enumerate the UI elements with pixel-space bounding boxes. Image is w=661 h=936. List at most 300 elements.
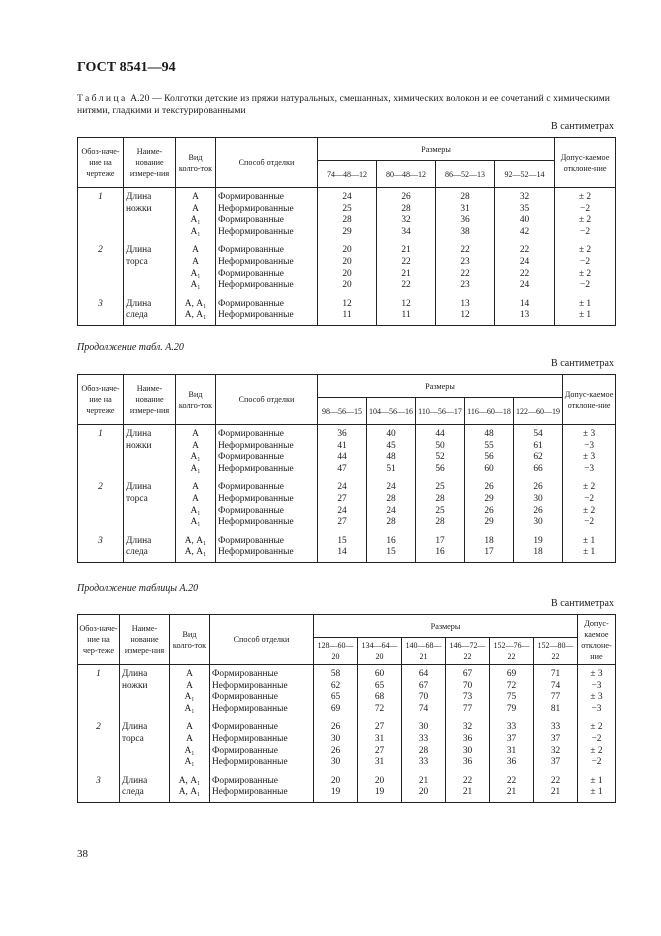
kind-cell: А <box>170 665 210 681</box>
tolerance-cell: ± 3 <box>563 452 616 464</box>
value-cell: 21 <box>446 787 490 802</box>
value-cell: 29 <box>465 517 514 529</box>
table-row <box>78 704 616 716</box>
designation-cell: 1 <box>78 665 120 681</box>
table-caption <box>77 93 617 117</box>
header-finish: Способ отделки <box>216 375 318 425</box>
table-row <box>78 464 616 476</box>
designation-cell <box>78 757 120 769</box>
value-cell: 74 <box>534 681 578 693</box>
finish-cell: Неформированные <box>216 517 318 529</box>
value-cell: 12 <box>436 310 495 325</box>
kind-cell: А₁ <box>176 517 216 529</box>
kind-cell: А₁ <box>170 757 210 769</box>
value-cell: 36 <box>436 215 495 227</box>
value-cell: 24 <box>318 188 377 204</box>
value-cell: 20 <box>314 769 358 788</box>
value-cell: 72 <box>490 681 534 693</box>
measurement-cell <box>124 280 176 292</box>
value-cell: 15 <box>367 547 416 562</box>
value-cell: 12 <box>318 292 377 311</box>
kind-cell: А, А₁ <box>176 292 216 311</box>
value-cell: 31 <box>358 734 402 746</box>
measurement-cell: торса <box>124 494 176 506</box>
table-row <box>78 257 616 269</box>
value-cell: 37 <box>490 734 534 746</box>
value-cell: 28 <box>367 494 416 506</box>
size-column-header: 110—56—17 <box>416 398 465 425</box>
table-head <box>78 375 616 425</box>
header-measurement: Наиме-нование измере-ния <box>120 615 170 665</box>
tolerance-cell: −2 <box>555 204 616 216</box>
measurement-cell: Длина <box>124 188 176 204</box>
value-cell: 26 <box>314 715 358 734</box>
value-cell: 31 <box>358 757 402 769</box>
measurement-cell: Длина <box>124 475 176 494</box>
value-cell: 47 <box>318 464 367 476</box>
designation-cell: 3 <box>78 769 120 788</box>
value-cell: 33 <box>534 715 578 734</box>
value-cell: 69 <box>314 704 358 716</box>
finish-cell: Неформированные <box>216 464 318 476</box>
value-cell: 67 <box>446 665 490 681</box>
table-row <box>78 529 616 548</box>
finish-cell: Формированные <box>210 692 314 704</box>
finish-cell: Неформированные <box>210 787 314 802</box>
finish-cell: Неформированные <box>216 547 318 562</box>
value-cell: 58 <box>314 665 358 681</box>
value-cell: 13 <box>495 310 555 325</box>
table-row <box>78 441 616 453</box>
size-column-header: 152—80—22 <box>534 638 578 665</box>
tolerance-cell: −2 <box>563 494 616 506</box>
finish-cell: Неформированные <box>216 310 318 325</box>
header-tolerance: Допус-каемое отклоне-ние <box>578 615 616 665</box>
table-body <box>78 188 616 326</box>
value-cell: 38 <box>436 227 495 239</box>
table-head <box>78 138 616 188</box>
units-note-2: В сантиметрах <box>551 358 614 369</box>
value-cell: 26 <box>465 506 514 518</box>
measurement-cell <box>124 517 176 529</box>
header-tolerance: Допус-каемое отклоне-ние <box>555 138 616 188</box>
kind-cell: А <box>176 494 216 506</box>
designation-cell <box>78 204 124 216</box>
finish-cell: Неформированные <box>210 681 314 693</box>
kind-cell: А, А₁ <box>170 787 210 802</box>
finish-cell: Формированные <box>216 188 318 204</box>
value-cell: 44 <box>416 425 465 441</box>
value-cell: 27 <box>318 494 367 506</box>
measurement-cell <box>124 452 176 464</box>
measurement-cell <box>120 746 170 758</box>
value-cell: 74 <box>402 704 446 716</box>
finish-cell: Неформированные <box>210 704 314 716</box>
kind-cell: А <box>170 681 210 693</box>
value-cell: 30 <box>514 494 563 506</box>
designation-cell <box>78 681 120 693</box>
value-cell: 36 <box>446 734 490 746</box>
value-cell: 32 <box>495 188 555 204</box>
value-cell: 28 <box>367 517 416 529</box>
value-cell: 52 <box>416 452 465 464</box>
kind-cell: А₁ <box>170 692 210 704</box>
table-row <box>78 715 616 734</box>
kind-cell: А₁ <box>170 746 210 758</box>
value-cell: 27 <box>318 517 367 529</box>
header-kind: Вид колго-ток <box>176 375 216 425</box>
value-cell: 62 <box>314 681 358 693</box>
header-designation: Обоз-наче-ние на чертеже <box>78 138 124 188</box>
measurement-cell <box>124 464 176 476</box>
designation-cell <box>78 215 124 227</box>
value-cell: 26 <box>465 475 514 494</box>
value-cell: 70 <box>446 681 490 693</box>
designation-cell <box>78 227 124 239</box>
value-cell: 32 <box>377 215 436 227</box>
header-tolerance: Допус-каемое отклоне-ние <box>563 375 616 425</box>
value-cell: 21 <box>377 238 436 257</box>
size-column-header: 134—64—20 <box>358 638 402 665</box>
value-cell: 67 <box>402 681 446 693</box>
tolerance-cell: ± 2 <box>578 715 616 734</box>
value-cell: 29 <box>318 227 377 239</box>
header-measurement: Наиме-нование измере-ния <box>124 375 176 425</box>
value-cell: 72 <box>358 704 402 716</box>
kind-cell: А <box>176 257 216 269</box>
size-column-header: 128—60—20 <box>314 638 358 665</box>
value-cell: 30 <box>514 517 563 529</box>
designation-cell: 1 <box>78 188 124 204</box>
measurement-cell: ножки <box>120 681 170 693</box>
finish-cell: Формированные <box>216 238 318 257</box>
value-cell: 14 <box>318 547 367 562</box>
measurement-cell: торса <box>124 257 176 269</box>
designation-cell <box>78 310 124 325</box>
tolerance-cell: ± 2 <box>555 238 616 257</box>
tolerance-cell: ± 2 <box>555 269 616 281</box>
tolerance-cell: ± 2 <box>563 475 616 494</box>
value-cell: 22 <box>436 238 495 257</box>
kind-cell: А <box>176 188 216 204</box>
value-cell: 23 <box>436 280 495 292</box>
value-cell: 15 <box>318 529 367 548</box>
value-cell: 23 <box>436 257 495 269</box>
finish-cell: Формированные <box>216 269 318 281</box>
designation-cell <box>78 494 124 506</box>
kind-cell: А, А₁ <box>176 310 216 325</box>
measurement-cell: ножки <box>124 204 176 216</box>
kind-cell: А₁ <box>170 704 210 716</box>
value-cell: 40 <box>367 425 416 441</box>
header-finish: Способ отделки <box>216 138 318 188</box>
table-row <box>78 734 616 746</box>
value-cell: 20 <box>358 769 402 788</box>
value-cell: 24 <box>318 475 367 494</box>
tolerance-cell: −2 <box>578 734 616 746</box>
tolerance-cell: ± 1 <box>555 310 616 325</box>
units-note-1: В сантиметрах <box>551 121 614 132</box>
measurement-cell <box>120 704 170 716</box>
value-cell: 21 <box>534 787 578 802</box>
kind-cell: А₁ <box>176 452 216 464</box>
value-cell: 24 <box>495 257 555 269</box>
value-cell: 19 <box>358 787 402 802</box>
header-kind: Вид колго-ток <box>170 615 210 665</box>
value-cell: 77 <box>446 704 490 716</box>
value-cell: 28 <box>402 746 446 758</box>
value-cell: 30 <box>314 757 358 769</box>
value-cell: 68 <box>358 692 402 704</box>
value-cell: 65 <box>314 692 358 704</box>
caption-text: А.20 — Колготки детские из пряжи натуральных, смешанных, химических волокон и ее сочетаний с химическими нитями, гладкими и текстурированными <box>77 93 610 116</box>
designation-cell <box>78 704 120 716</box>
value-cell: 19 <box>514 529 563 548</box>
designation-cell <box>78 547 124 562</box>
value-cell: 24 <box>367 506 416 518</box>
finish-cell: Формированные <box>210 769 314 788</box>
value-cell: 16 <box>416 547 465 562</box>
value-cell: 22 <box>534 769 578 788</box>
value-cell: 26 <box>514 475 563 494</box>
value-cell: 48 <box>465 425 514 441</box>
finish-cell: Формированные <box>216 529 318 548</box>
caption-label: Таблица <box>77 93 128 104</box>
tolerance-cell: −3 <box>578 704 616 716</box>
value-cell: 30 <box>446 746 490 758</box>
value-cell: 81 <box>534 704 578 716</box>
value-cell: 79 <box>490 704 534 716</box>
value-cell: 54 <box>514 425 563 441</box>
value-cell: 45 <box>367 441 416 453</box>
value-cell: 20 <box>318 280 377 292</box>
tolerance-cell: ± 3 <box>578 665 616 681</box>
value-cell: 44 <box>318 452 367 464</box>
value-cell: 28 <box>436 188 495 204</box>
measurement-cell: ножки <box>124 441 176 453</box>
finish-cell: Формированные <box>210 746 314 758</box>
finish-cell: Формированные <box>216 506 318 518</box>
tolerance-cell: ± 1 <box>563 529 616 548</box>
value-cell: 29 <box>465 494 514 506</box>
value-cell: 19 <box>314 787 358 802</box>
table-row <box>78 188 616 204</box>
tolerance-cell: ± 1 <box>563 547 616 562</box>
header-row <box>78 375 616 398</box>
value-cell: 22 <box>490 769 534 788</box>
size-column-header: 92—52—14 <box>495 161 555 188</box>
value-cell: 69 <box>490 665 534 681</box>
size-column-header: 104—56—16 <box>367 398 416 425</box>
finish-cell: Неформированные <box>216 204 318 216</box>
header-kind: Вид колго-ток <box>176 138 216 188</box>
value-cell: 17 <box>416 529 465 548</box>
value-cell: 70 <box>402 692 446 704</box>
tolerance-cell: ± 2 <box>563 506 616 518</box>
finish-cell: Формированные <box>216 425 318 441</box>
value-cell: 20 <box>318 269 377 281</box>
value-cell: 31 <box>490 746 534 758</box>
sizes-table-3 <box>77 614 616 803</box>
value-cell: 60 <box>465 464 514 476</box>
size-column-header: 86—52—13 <box>436 161 495 188</box>
table-row <box>78 769 616 788</box>
kind-cell: А₁ <box>176 269 216 281</box>
value-cell: 42 <box>495 227 555 239</box>
value-cell: 25 <box>318 204 377 216</box>
finish-cell: Неформированные <box>216 280 318 292</box>
value-cell: 18 <box>514 547 563 562</box>
tolerance-cell: ± 2 <box>578 746 616 758</box>
table-row <box>78 494 616 506</box>
value-cell: 65 <box>358 681 402 693</box>
value-cell: 50 <box>416 441 465 453</box>
value-cell: 12 <box>377 292 436 311</box>
value-cell: 22 <box>495 269 555 281</box>
designation-cell <box>78 506 124 518</box>
finish-cell: Формированные <box>210 715 314 734</box>
value-cell: 26 <box>514 506 563 518</box>
value-cell: 31 <box>436 204 495 216</box>
measurement-cell <box>120 757 170 769</box>
table-row <box>78 452 616 464</box>
value-cell: 40 <box>495 215 555 227</box>
finish-cell: Неформированные <box>210 757 314 769</box>
measurement-cell: Длина <box>124 529 176 548</box>
header-designation: Обоз-наче-ние на чертеже <box>78 375 124 425</box>
tolerance-cell: −2 <box>578 757 616 769</box>
continuation-note-1: Продолжение табл. А.20 <box>77 342 184 353</box>
value-cell: 61 <box>514 441 563 453</box>
finish-cell: Неформированные <box>216 257 318 269</box>
measurement-cell <box>124 506 176 518</box>
measurement-cell: Длина <box>124 238 176 257</box>
value-cell: 62 <box>514 452 563 464</box>
finish-cell: Формированные <box>216 475 318 494</box>
table-row <box>78 757 616 769</box>
header-row <box>78 138 616 161</box>
tolerance-cell: ± 2 <box>555 215 616 227</box>
units-note-3: В сантиметрах <box>551 598 614 609</box>
value-cell: 18 <box>465 529 514 548</box>
value-cell: 30 <box>402 715 446 734</box>
value-cell: 33 <box>490 715 534 734</box>
finish-cell: Формированные <box>216 215 318 227</box>
value-cell: 56 <box>465 452 514 464</box>
measurement-cell <box>124 215 176 227</box>
measurement-cell: Длина <box>120 769 170 788</box>
finish-cell: Неформированные <box>216 441 318 453</box>
table-row <box>78 787 616 802</box>
value-cell: 17 <box>465 547 514 562</box>
tolerance-cell: ± 3 <box>578 692 616 704</box>
value-cell: 14 <box>495 292 555 311</box>
value-cell: 13 <box>436 292 495 311</box>
kind-cell: А, А₁ <box>170 769 210 788</box>
value-cell: 36 <box>446 757 490 769</box>
value-cell: 73 <box>446 692 490 704</box>
designation-cell <box>78 746 120 758</box>
measurement-cell: Длина <box>120 715 170 734</box>
table-row <box>78 665 616 681</box>
designation-cell <box>78 787 120 802</box>
tolerance-cell: −3 <box>578 681 616 693</box>
measurement-cell: торса <box>120 734 170 746</box>
size-column-header: 80—48—12 <box>377 161 436 188</box>
measurement-cell: следа <box>124 547 176 562</box>
kind-cell: А₁ <box>176 464 216 476</box>
designation-cell <box>78 269 124 281</box>
value-cell: 21 <box>402 769 446 788</box>
designation-cell <box>78 692 120 704</box>
finish-cell: Неформированные <box>216 494 318 506</box>
value-cell: 51 <box>367 464 416 476</box>
value-cell: 55 <box>465 441 514 453</box>
value-cell: 32 <box>534 746 578 758</box>
size-column-header: 74—48—12 <box>318 161 377 188</box>
tolerance-cell: ± 2 <box>555 188 616 204</box>
kind-cell: А <box>176 441 216 453</box>
kind-cell: А₁ <box>176 280 216 292</box>
designation-cell <box>78 734 120 746</box>
value-cell: 21 <box>377 269 436 281</box>
value-cell: 33 <box>402 734 446 746</box>
value-cell: 75 <box>490 692 534 704</box>
value-cell: 36 <box>490 757 534 769</box>
sizes-table-2 <box>77 374 616 563</box>
measurement-cell: Длина <box>124 425 176 441</box>
measurement-cell <box>120 692 170 704</box>
standard-title: ГОСТ 8541—94 <box>77 60 176 75</box>
designation-cell <box>78 441 124 453</box>
value-cell: 71 <box>534 665 578 681</box>
value-cell: 28 <box>416 517 465 529</box>
value-cell: 24 <box>318 506 367 518</box>
finish-cell: Формированные <box>210 665 314 681</box>
table-body <box>78 425 616 563</box>
size-column-header: 152—76—22 <box>490 638 534 665</box>
value-cell: 64 <box>402 665 446 681</box>
kind-cell: А₁ <box>176 215 216 227</box>
value-cell: 26 <box>314 746 358 758</box>
value-cell: 36 <box>318 425 367 441</box>
kind-cell: А <box>176 475 216 494</box>
value-cell: 16 <box>367 529 416 548</box>
size-column-header: 146—72—22 <box>446 638 490 665</box>
value-cell: 30 <box>314 734 358 746</box>
size-column-header: 116—60—18 <box>465 398 514 425</box>
value-cell: 27 <box>358 746 402 758</box>
value-cell: 28 <box>416 494 465 506</box>
table-row <box>78 692 616 704</box>
kind-cell: А, А₁ <box>176 547 216 562</box>
table-row <box>78 227 616 239</box>
value-cell: 22 <box>495 238 555 257</box>
designation-cell: 2 <box>78 475 124 494</box>
measurement-cell: следа <box>124 310 176 325</box>
kind-cell: А, А₁ <box>176 529 216 548</box>
kind-cell: А₁ <box>176 227 216 239</box>
value-cell: 32 <box>446 715 490 734</box>
value-cell: 37 <box>534 734 578 746</box>
tolerance-cell: ± 1 <box>578 769 616 788</box>
value-cell: 26 <box>377 188 436 204</box>
table-row <box>78 506 616 518</box>
value-cell: 33 <box>402 757 446 769</box>
size-column-header: 140—68—21 <box>402 638 446 665</box>
designation-cell <box>78 257 124 269</box>
value-cell: 60 <box>358 665 402 681</box>
